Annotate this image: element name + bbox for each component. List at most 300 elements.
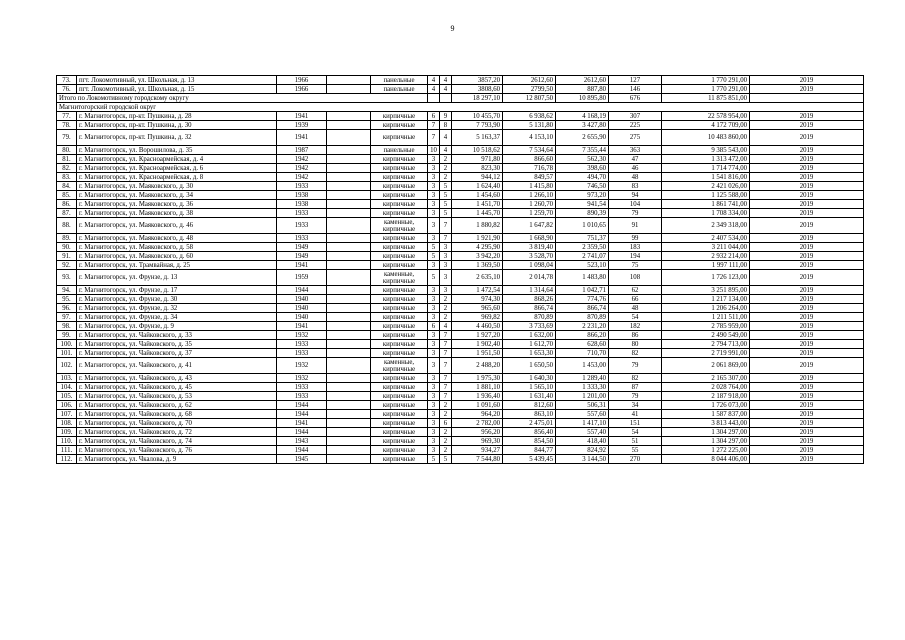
empty-cell [327,428,371,437]
residents-cell: 99 [609,234,662,243]
living-area-cell: 4 153,10 [503,130,556,146]
entrances-cell: 3 [440,252,452,261]
table-row [57,304,864,313]
section-row [57,103,864,112]
residents-cell: 54 [609,313,662,322]
repair-year-cell: 2019 [750,419,864,428]
address-cell: г. Магнитогорск, ул. Маяковского, д. 46 [77,218,277,234]
repair-year-cell: 2019 [750,112,864,121]
cost-cell: 1 304 297,00 [662,437,750,446]
material-cell: панельные [371,76,428,85]
floors-cell: 3 [428,155,440,164]
living-area-cell: 1 653,30 [503,349,556,358]
floors-cell: 3 [428,218,440,234]
living-area-cell: 1 640,30 [503,374,556,383]
owned-area-cell: 1 289,40 [556,374,609,383]
living-area-cell: 1 314,64 [503,286,556,295]
row-number-cell: 80. [57,146,77,155]
table-row [57,392,864,401]
year-cell: 1944 [277,428,327,437]
cost-cell: 1 726 073,00 [662,401,750,410]
owned-area-cell: 2 359,50 [556,243,609,252]
living-area-cell: 844,77 [503,446,556,455]
empty-cell [327,410,371,419]
row-number-cell: 77. [57,112,77,121]
subtotal-label: Итого по Локомотивному городскому округу [57,94,428,103]
year-cell: 1941 [277,112,327,121]
living-area-cell: 6 938,62 [503,112,556,121]
total-area-cell: 1 936,40 [452,392,503,401]
floors-cell: 3 [428,428,440,437]
page-number: 9 [450,24,455,33]
address-cell: г. Магнитогорск, ул. Чайковского, д. 72 [77,428,277,437]
total-area-cell: 4 295,90 [452,243,503,252]
total-area-cell: 2 782,00 [452,419,503,428]
empty-cell [428,94,440,103]
owned-area-cell: 562,30 [556,155,609,164]
year-cell: 1941 [277,322,327,331]
entrances-cell: 3 [440,261,452,270]
total-area-cell: 1 624,40 [452,182,503,191]
floors-cell: 3 [428,392,440,401]
floors-cell: 3 [428,419,440,428]
floors-cell: 3 [428,173,440,182]
material-cell: каменные, кирпичные [371,358,428,374]
owned-area-cell: 1 010,65 [556,218,609,234]
row-number-cell: 94. [57,286,77,295]
address-cell: г. Магнитогорск, ул. Чайковского, д. 41 [77,358,277,374]
repair-year-cell: 2019 [750,200,864,209]
floors-cell: 3 [428,261,440,270]
repair-year-cell: 2019 [750,173,864,182]
entrances-cell: 4 [440,76,452,85]
address-cell: г. Магнитогорск, ул. Фрунзе, д. 13 [77,270,277,286]
material-cell: кирпичные [371,410,428,419]
address-cell: г. Магнитогорск, ул. Фрунзе, д. 34 [77,313,277,322]
row-number-cell: 109. [57,428,77,437]
address-cell: пгт. Локомотивный, ул. Школьная, д. 13 [77,76,277,85]
row-number-cell: 92. [57,261,77,270]
residents-cell: 80 [609,340,662,349]
owned-area-cell: 1 201,00 [556,392,609,401]
owned-area-cell: 1 417,10 [556,419,609,428]
total-area-cell: 5 163,37 [452,130,503,146]
owned-area-cell: 2 655,90 [556,130,609,146]
total-area-cell: 1 975,30 [452,374,503,383]
table-row [57,313,864,322]
total-area-cell: 10 518,62 [452,146,503,155]
living-area-cell: 1 668,90 [503,234,556,243]
year-cell: 1933 [277,349,327,358]
repair-year-cell: 2019 [750,331,864,340]
cost-cell: 1 541 816,00 [662,173,750,182]
row-number-cell: 79. [57,130,77,146]
address-cell: г. Магнитогорск, ул. Маяковского, д. 38 [77,209,277,218]
total-area-cell: 1 369,50 [452,261,503,270]
table-row [57,322,864,331]
owned-area-cell: 870,89 [556,313,609,322]
owned-area-cell: 751,37 [556,234,609,243]
row-number-cell: 88. [57,218,77,234]
total-area-cell: 3808,60 [452,85,503,94]
total-area-cell: 969,82 [452,313,503,322]
entrances-cell: 5 [440,182,452,191]
table-row [57,286,864,295]
residents-cell: 75 [609,261,662,270]
owned-area-cell: 941,54 [556,200,609,209]
table-row [57,243,864,252]
residents-cell: 183 [609,243,662,252]
empty-cell [327,401,371,410]
repair-year-cell: 2019 [750,383,864,392]
total-area-cell: 1 454,60 [452,191,503,200]
material-cell: кирпичные [371,455,428,464]
cost-cell: 2 165 307,00 [662,374,750,383]
residents-cell: 79 [609,392,662,401]
empty-cell [327,121,371,130]
owned-area-cell: 866,74 [556,304,609,313]
cost-cell: 2 061 869,00 [662,358,750,374]
material-cell: кирпичные [371,164,428,173]
residents-cell: 108 [609,270,662,286]
address-cell: г. Магнитогорск, ул. Ворошилова, д. 35 [77,146,277,155]
address-cell: г. Магнитогорск, ул. Чайковского, д. 70 [77,419,277,428]
cost-cell: 3 813 443,00 [662,419,750,428]
cost-cell: 1 726 123,00 [662,270,750,286]
cost-cell: 4 172 709,00 [662,121,750,130]
owned-area-cell: 7 355,44 [556,146,609,155]
material-cell: кирпичные [371,121,428,130]
living-area-cell: 1 612,70 [503,340,556,349]
entrances-cell: 3 [440,286,452,295]
empty-cell [327,313,371,322]
entrances-cell: 4 [440,130,452,146]
year-cell: 1949 [277,243,327,252]
residents-cell: 307 [609,112,662,121]
row-number-cell: 97. [57,313,77,322]
repair-year-cell: 2019 [750,374,864,383]
table-row [57,121,864,130]
floors-cell: 5 [428,270,440,286]
living-area-cell: 866,74 [503,304,556,313]
empty-cell [327,146,371,155]
table-row [57,270,864,286]
cost-cell: 10 483 860,00 [662,130,750,146]
table-row [57,146,864,155]
empty-cell [327,191,371,200]
living-area-cell: 2612,60 [503,76,556,85]
repair-year-cell: 2019 [750,313,864,322]
entrances-cell: 7 [440,331,452,340]
owned-area-cell: 398,60 [556,164,609,173]
owned-area-cell: 557,60 [556,410,609,419]
living-area-cell: 1 632,00 [503,331,556,340]
table-row [57,410,864,419]
repair-year-cell: 2019 [750,401,864,410]
empty-cell [327,331,371,340]
year-cell: 1941 [277,261,327,270]
entrances-cell: 4 [440,85,452,94]
address-cell: г. Магнитогорск, пр-кт. Пушкина, д. 28 [77,112,277,121]
repair-year-cell: 2019 [750,410,864,419]
repair-year-cell: 2019 [750,191,864,200]
table-row [57,437,864,446]
floors-cell: 3 [428,374,440,383]
row-number-cell: 107. [57,410,77,419]
entrances-cell: 5 [440,191,452,200]
material-cell: кирпичные [371,340,428,349]
owned-area-cell: 1 333,30 [556,383,609,392]
year-cell: 1939 [277,121,327,130]
living-area-cell: 2799,50 [503,85,556,94]
entrances-cell: 2 [440,313,452,322]
total-area-cell: 2 635,10 [452,270,503,286]
table-row [57,130,864,146]
cost-cell: 3 211 044,00 [662,243,750,252]
empty-cell [327,76,371,85]
empty-cell [327,419,371,428]
year-cell: 1941 [277,419,327,428]
material-cell: кирпичные [371,322,428,331]
entrances-cell: 2 [440,410,452,419]
empty-cell [327,164,371,173]
living-area-cell: 1 259,70 [503,209,556,218]
owned-area-cell: 710,70 [556,349,609,358]
material-cell: кирпичные [371,428,428,437]
entrances-cell: 5 [440,200,452,209]
floors-cell: 4 [428,76,440,85]
entrances-cell: 7 [440,218,452,234]
living-area-cell: 2 014,78 [503,270,556,286]
repair-year-cell: 2019 [750,85,864,94]
residents-cell: 194 [609,252,662,261]
empty-cell [440,94,452,103]
year-cell: 1942 [277,173,327,182]
total-area-cell: 1 951,50 [452,349,503,358]
cost-cell: 9 385 543,00 [662,146,750,155]
owned-area-cell: 10 895,80 [556,94,609,103]
repair-year-cell: 2019 [750,130,864,146]
living-area-cell: 1 565,10 [503,383,556,392]
table-row [57,401,864,410]
material-cell: кирпичные [371,374,428,383]
residents-cell: 48 [609,173,662,182]
material-cell: кирпичные [371,209,428,218]
row-number-cell: 96. [57,304,77,313]
table-row [57,200,864,209]
living-area-cell: 1 647,82 [503,218,556,234]
repair-year-cell: 2019 [750,358,864,374]
section-label: Магнитогорский городской округ [57,103,864,112]
living-area-cell: 3 819,40 [503,243,556,252]
table-row [57,349,864,358]
cost-cell: 2 785 959,00 [662,322,750,331]
total-area-cell: 3 942,20 [452,252,503,261]
total-area-cell: 1 921,90 [452,234,503,243]
repair-year-cell: 2019 [750,304,864,313]
total-area-cell: 1 091,60 [452,401,503,410]
address-cell: г. Магнитогорск, ул. Маяковского, д. 34 [77,191,277,200]
cost-cell: 2 794 713,00 [662,340,750,349]
year-cell: 1941 [277,130,327,146]
repair-year-cell: 2019 [750,349,864,358]
repair-year-cell: 2019 [750,270,864,286]
cost-cell: 1 770 291,00 [662,85,750,94]
table-row [57,164,864,173]
floors-cell: 4 [428,85,440,94]
material-cell: кирпичные [371,295,428,304]
cost-cell: 8 044 406,00 [662,455,750,464]
table-row [57,173,864,182]
floors-cell: 3 [428,349,440,358]
entrances-cell: 6 [440,419,452,428]
year-cell: 1966 [277,85,327,94]
year-cell: 1940 [277,304,327,313]
material-cell: кирпичные [371,130,428,146]
entrances-cell: 2 [440,437,452,446]
entrances-cell: 2 [440,304,452,313]
year-cell: 1945 [277,455,327,464]
table-row [57,428,864,437]
residents-cell: 146 [609,85,662,94]
address-cell: г. Магнитогорск, ул. Маяковского, д. 30 [77,182,277,191]
entrances-cell: 7 [440,340,452,349]
table-row [57,340,864,349]
empty-cell [327,182,371,191]
total-area-cell: 934,27 [452,446,503,455]
residents-cell: 47 [609,155,662,164]
material-cell: кирпичные [371,191,428,200]
cost-cell: 2 490 549,00 [662,331,750,340]
repair-year-cell: 2019 [750,428,864,437]
residents-cell: 79 [609,209,662,218]
repair-year-cell: 2019 [750,243,864,252]
living-area-cell: 3 528,70 [503,252,556,261]
floors-cell: 3 [428,437,440,446]
row-number-cell: 76. [57,85,77,94]
address-cell: г. Магнитогорск, ул. Фрунзе, д. 30 [77,295,277,304]
cost-cell: 1 770 291,00 [662,76,750,85]
year-cell: 1933 [277,392,327,401]
empty-cell [327,155,371,164]
year-cell: 1932 [277,374,327,383]
repair-year-cell: 2019 [750,164,864,173]
owned-area-cell: 2 741,07 [556,252,609,261]
repair-year-cell: 2019 [750,234,864,243]
residents-cell: 86 [609,331,662,340]
material-cell: кирпичные [371,261,428,270]
living-area-cell: 1 260,70 [503,200,556,209]
row-number-cell: 101. [57,349,77,358]
year-cell: 1944 [277,286,327,295]
table-row [57,295,864,304]
year-cell: 1938 [277,191,327,200]
floors-cell: 3 [428,164,440,173]
year-cell: 1938 [277,200,327,209]
address-cell: г. Магнитогорск, ул. Красноармейская, д. 8 [77,173,277,182]
residents-cell: 66 [609,295,662,304]
row-number-cell: 84. [57,182,77,191]
empty-cell [327,130,371,146]
total-area-cell: 10 455,70 [452,112,503,121]
floors-cell: 3 [428,191,440,200]
repair-year-cell: 2019 [750,182,864,191]
repair-year-cell: 2019 [750,286,864,295]
table-row [57,76,864,85]
entrances-cell: 4 [440,322,452,331]
residents-cell: 87 [609,383,662,392]
living-area-cell: 1 415,80 [503,182,556,191]
floors-cell: 5 [428,252,440,261]
year-cell: 1943 [277,437,327,446]
floors-cell: 3 [428,234,440,243]
residents-cell: 34 [609,401,662,410]
address-cell: г. Магнитогорск, ул. Чайковского, д. 76 [77,446,277,455]
total-area-cell: 1 880,82 [452,218,503,234]
material-cell: кирпичные [371,200,428,209]
living-area-cell: 866,60 [503,155,556,164]
cost-cell: 2 932 214,00 [662,252,750,261]
row-number-cell: 86. [57,200,77,209]
owned-area-cell: 973,20 [556,191,609,200]
floors-cell: 3 [428,286,440,295]
cost-cell: 1 714 774,00 [662,164,750,173]
table-row [57,383,864,392]
table-row [57,209,864,218]
material-cell: кирпичные [371,252,428,261]
total-area-cell: 974,30 [452,295,503,304]
empty-cell [327,349,371,358]
floors-cell: 5 [428,455,440,464]
empty-cell [327,261,371,270]
cost-cell: 1 587 837,00 [662,410,750,419]
living-area-cell: 1 266,10 [503,191,556,200]
floors-cell: 3 [428,401,440,410]
residents-cell: 104 [609,200,662,209]
entrances-cell: 7 [440,374,452,383]
cost-cell: 22 578 954,00 [662,112,750,121]
total-area-cell: 18 297,10 [452,94,503,103]
owned-area-cell: 887,80 [556,85,609,94]
address-cell: г. Магнитогорск, пр-кт. Пушкина, д. 32 [77,130,277,146]
entrances-cell: 8 [440,121,452,130]
row-number-cell: 99. [57,331,77,340]
row-number-cell: 81. [57,155,77,164]
cost-cell: 1 304 297,00 [662,428,750,437]
floors-cell: 5 [428,243,440,252]
total-area-cell: 944,12 [452,173,503,182]
entrances-cell: 3 [440,270,452,286]
row-number-cell: 91. [57,252,77,261]
total-area-cell: 971,80 [452,155,503,164]
address-cell: г. Магнитогорск, ул. Фрунзе, д. 32 [77,304,277,313]
cost-cell: 2 028 764,00 [662,383,750,392]
residents-cell: 182 [609,322,662,331]
address-cell: г. Магнитогорск, ул. Фрунзе, д. 9 [77,322,277,331]
entrances-cell: 4 [440,146,452,155]
living-area-cell: 7 534,64 [503,146,556,155]
empty-cell [327,218,371,234]
year-cell: 1932 [277,331,327,340]
empty-cell [327,374,371,383]
owned-area-cell: 523,10 [556,261,609,270]
entrances-cell: 7 [440,358,452,374]
living-area-cell: 812,60 [503,401,556,410]
table-row [57,182,864,191]
repair-year-cell: 2019 [750,218,864,234]
repair-year-cell: 2019 [750,209,864,218]
floors-cell: 3 [428,331,440,340]
